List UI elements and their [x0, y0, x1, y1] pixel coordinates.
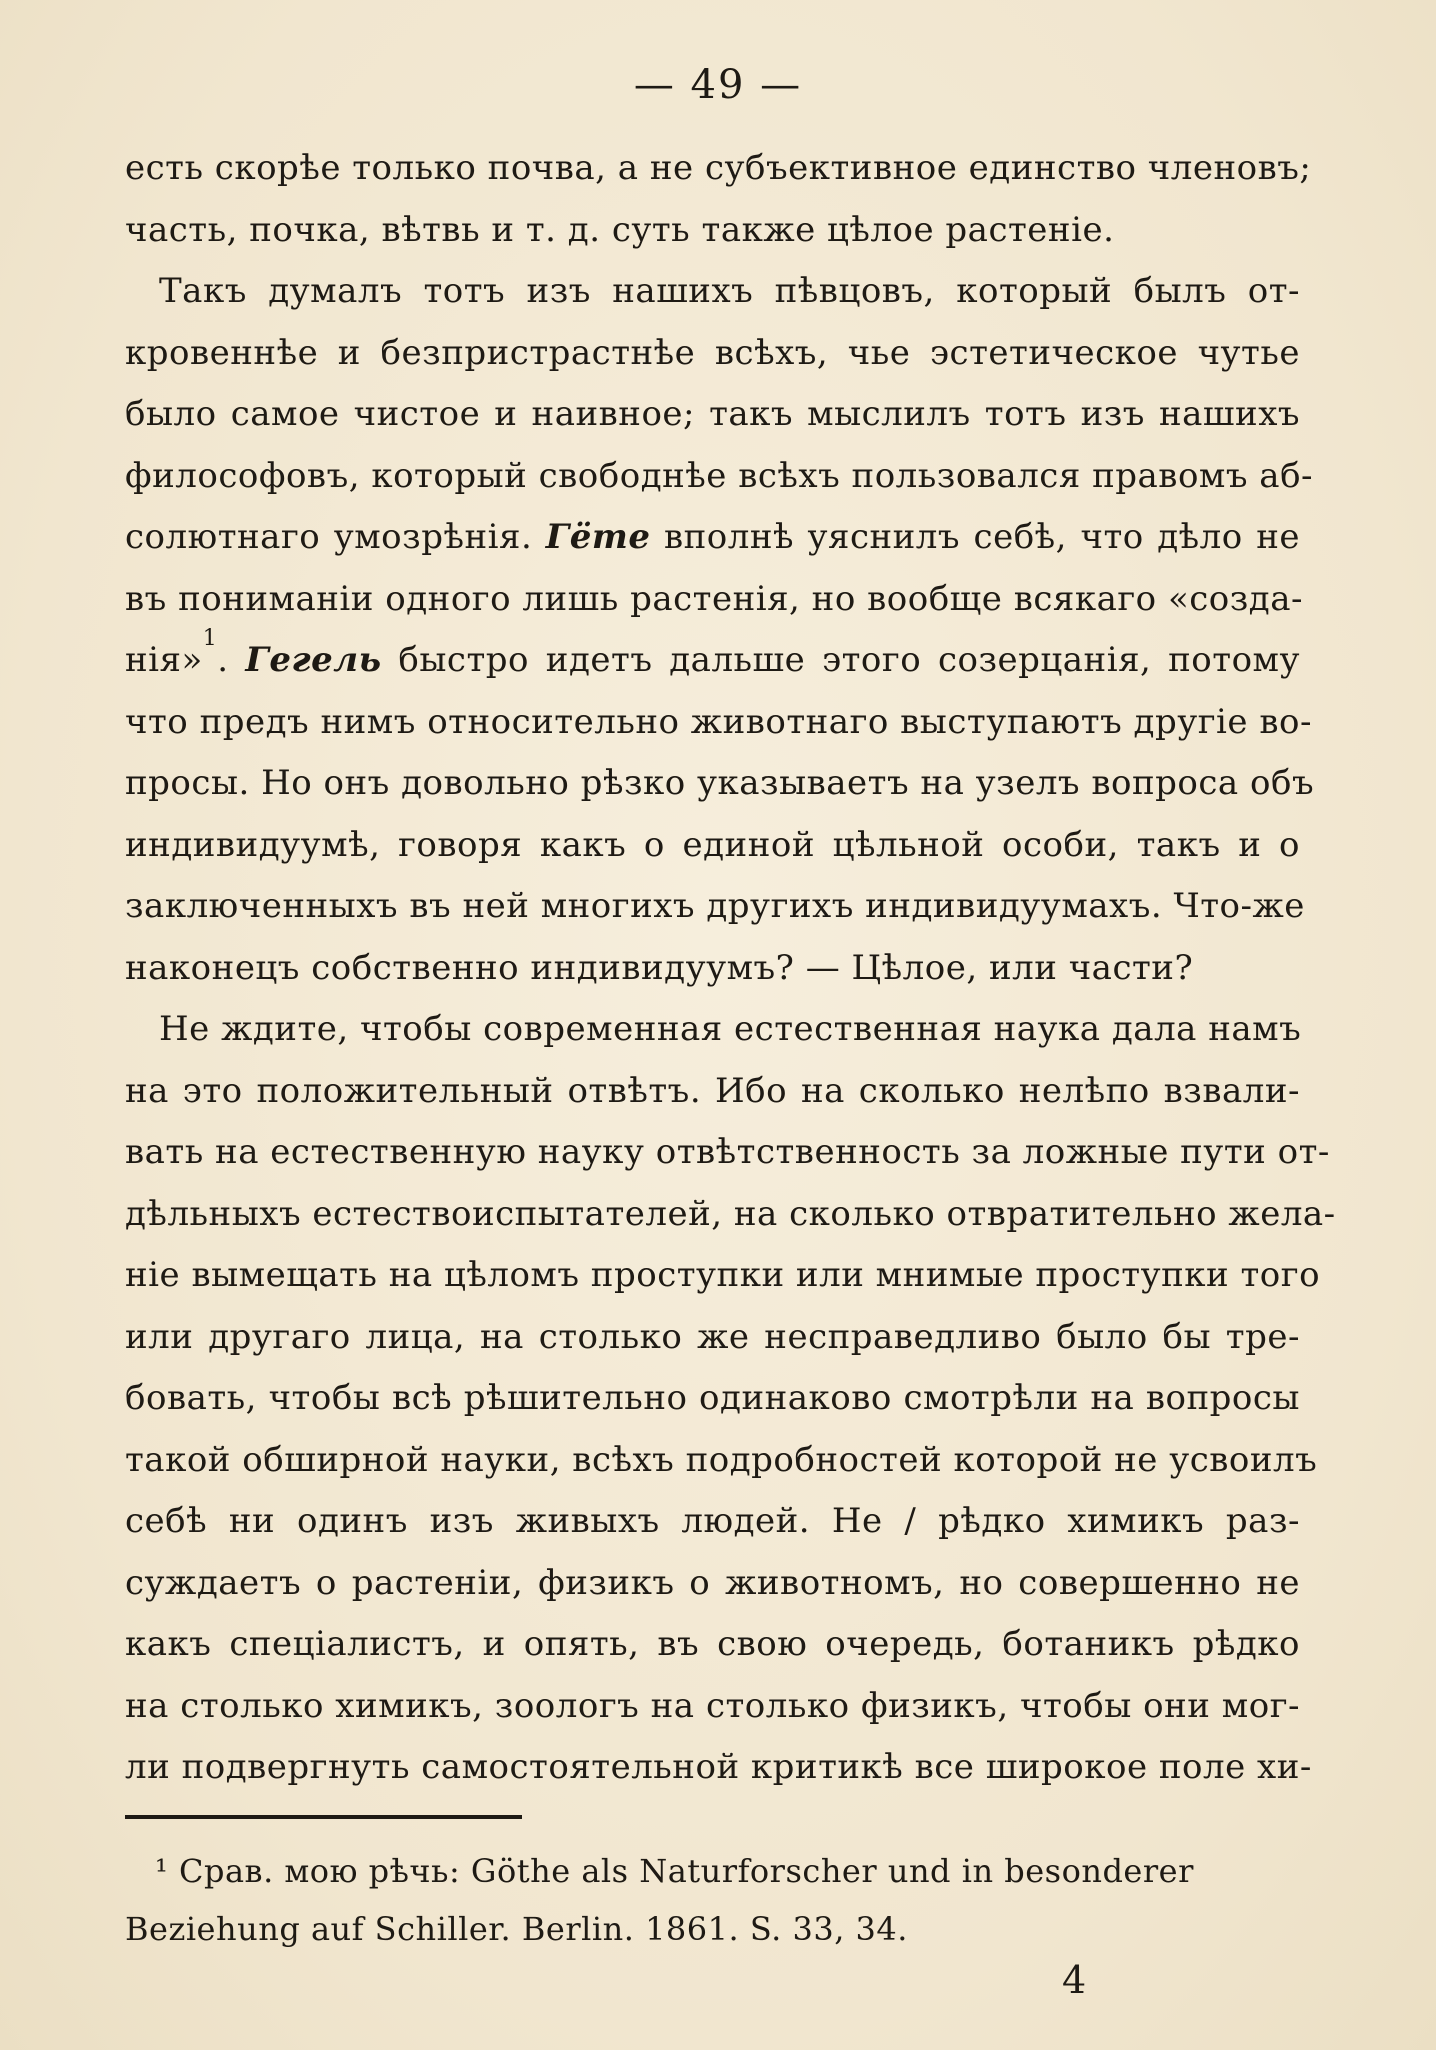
text-line: въ пониманiи одного лишь растенiя, но вообще всякаго «созда-	[125, 578, 1303, 619]
text-line: какъ спецiалистъ, и опять, въ свою очередь, ботаникъ рѣдко	[125, 1624, 1300, 1664]
text-line: что предъ нимъ относительно животнаго выступаютъ другiе во-	[125, 701, 1312, 742]
signature-mark: 4	[1062, 1958, 1087, 2002]
text-line: было самое чистое и наивное; такъ мыслилъ тотъ изъ нашихъ	[125, 394, 1300, 434]
text-line: просы. Но онъ довольно рѣзко указываетъ на узелъ вопроса объ	[125, 763, 1315, 803]
text-line: Не ждите, чтобы современная естественная наука дала намъ	[159, 1009, 1302, 1049]
text-line: наконецъ собственно индивидуумъ? — Цѣлое, или части?	[125, 947, 1194, 988]
text-line: философовъ, который свободнѣе всѣхъ пользовался правомъ аб-	[125, 455, 1314, 496]
text-line: дѣльныхъ естествоиспытателей, на сколько отвратительно жела-	[125, 1193, 1336, 1234]
text-line: суждаетъ о растенiи, физикъ о животномъ, но совершенно не	[125, 1562, 1300, 1603]
footnote-ref: 1	[202, 626, 218, 651]
text-line: Такъ думалъ тотъ изъ нашихъ пѣвцовъ, который былъ от-	[159, 271, 1300, 311]
footnote-line	[125, 1842, 1300, 1900]
footnote-text: Срав. мою рѣчь: Göthe als Naturforscher und in besonderer	[179, 1852, 1194, 1890]
text-line: или другаго лица, на столько же несправедливо было бы тре-	[125, 1316, 1300, 1357]
name-goethe: Гёте	[545, 517, 651, 557]
text-line-with-mark	[125, 1491, 1300, 1553]
text-line-with-name	[125, 626, 1300, 692]
main-text	[125, 138, 1336, 1799]
text-line: на столько химикъ, зоологъ на столько физикъ, чтобы они мог-	[125, 1685, 1300, 1726]
footnote-separator	[125, 1815, 522, 1819]
text-line-with-name	[125, 507, 1300, 569]
text-fragment: вполнѣ уяснилъ себѣ, что дѣло не	[663, 517, 1300, 557]
page-number: — 49 —	[633, 62, 803, 108]
text-line: бовать, чтобы всѣ рѣшительно одинаково смотрѣли на вопросы	[125, 1378, 1300, 1418]
text-fragment: себѣ ни одинъ изъ живыхъ людей. Не	[125, 1501, 883, 1541]
text-line: есть скорѣе только почва, а не субъективное единство членовъ;	[125, 148, 1312, 188]
text-line: такой обширной науки, всѣхъ подробностей которой не усвоилъ	[125, 1439, 1318, 1480]
text-fragment: быстро идетъ дальше этого созерцанiя, потому	[398, 640, 1300, 680]
text-fragment: нiя»	[125, 640, 203, 680]
stray-slash-mark: /	[904, 1501, 917, 1541]
text-line: ли подвергнуть самостоятельной критикѣ все широкое поле хи-	[125, 1747, 1312, 1787]
text-line: кровеннѣе и безпристрастнѣе всѣхъ, чье эстетическое чутье	[125, 332, 1300, 373]
text-line: индивидуумѣ, говоря какъ о единой цѣльной особи, такъ и о	[125, 824, 1300, 865]
text-line: часть, почка, вѣтвь и т. д. суть также цѣлое растенiе.	[125, 209, 1115, 250]
name-hegel: Гегель	[245, 640, 382, 680]
footnote-line: Beziehung auf Schiller. Berlin. 1861. S. 33, 34.	[125, 1910, 908, 1948]
text-fragment: рѣдко химикъ раз-	[938, 1501, 1300, 1541]
text-fragment: .	[217, 640, 229, 680]
footnote-marker: ¹	[155, 1852, 169, 1890]
text-line: нiе вымещать на цѣломъ проступки или мнимые проступки того	[125, 1255, 1321, 1295]
text-line: заключенныхъ въ ней многихъ другихъ индивидуумахъ. Что-же	[125, 886, 1305, 926]
footnote	[125, 1842, 1300, 1958]
text-line: на это положительный отвѣтъ. Ибо на сколько нелѣпо взвали-	[125, 1070, 1300, 1111]
text-fragment: солютнаго умозрѣнiя.	[125, 517, 533, 557]
text-line: вать на естественную науку отвѣтственность за ложные пути от-	[125, 1132, 1330, 1172]
